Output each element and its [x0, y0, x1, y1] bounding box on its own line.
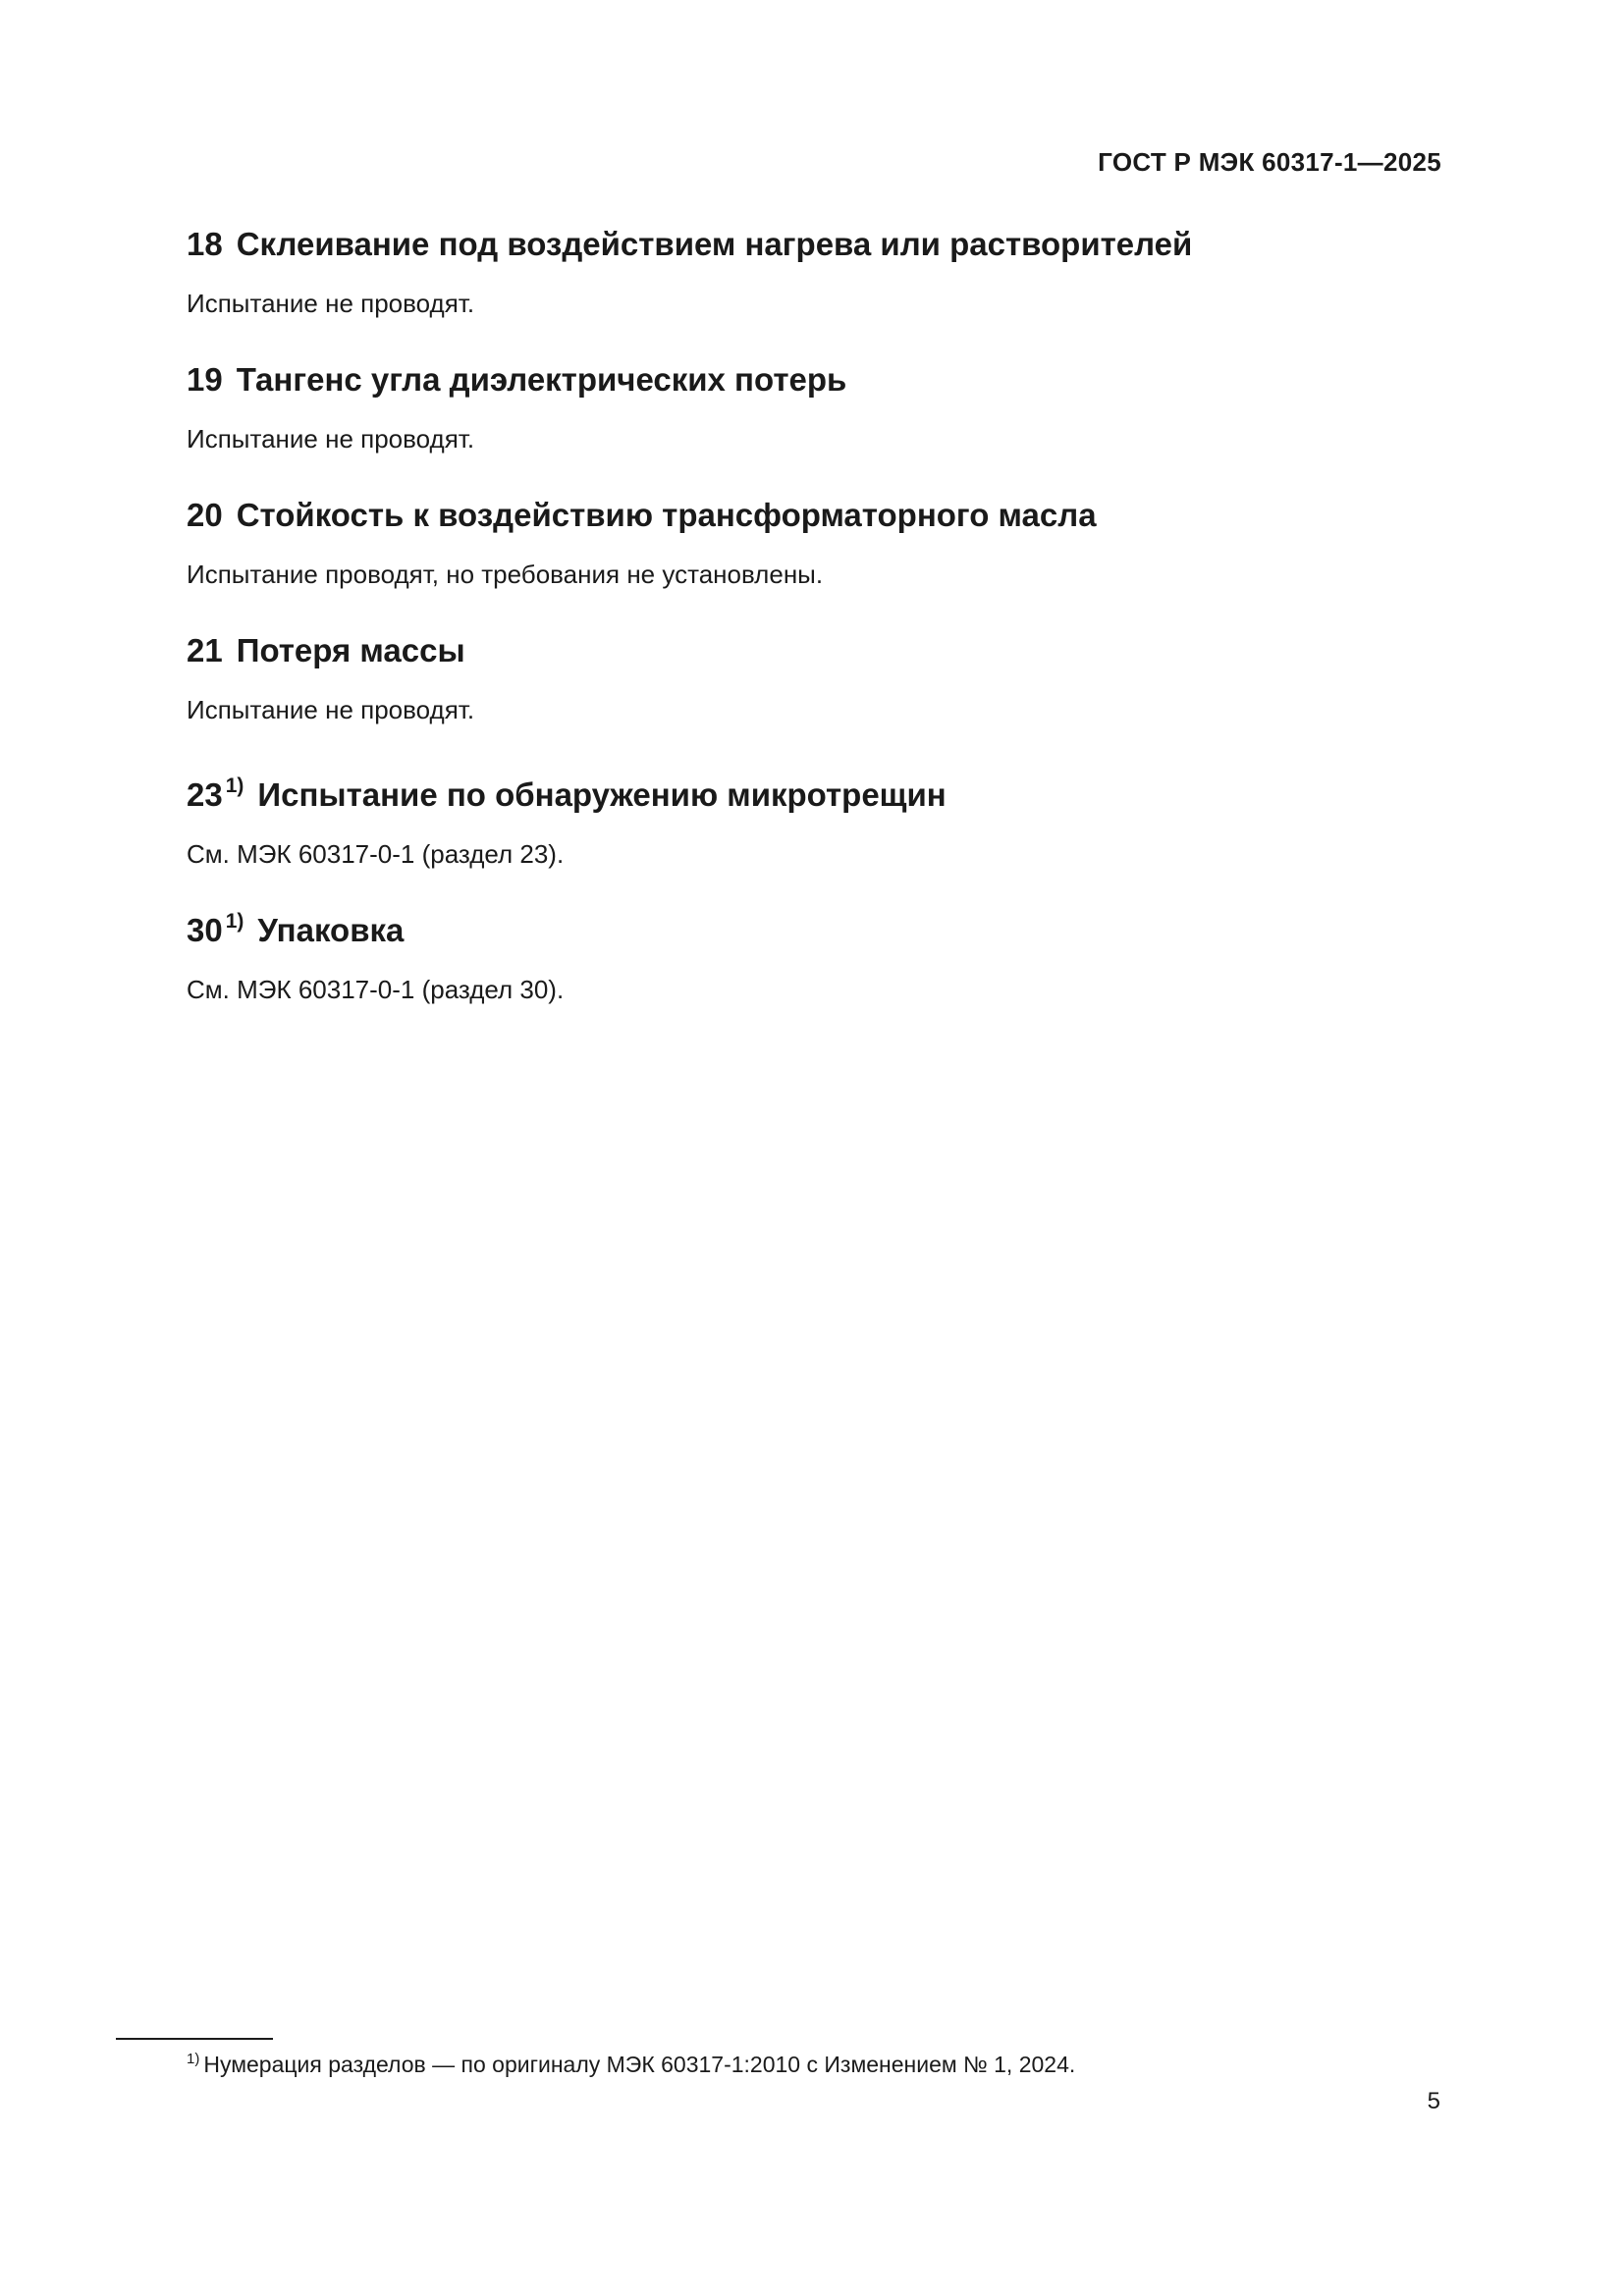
section-text: Испытание проводят, но требования не установлены.: [187, 560, 824, 589]
section-text: См. МЭК 60317-0-1 (раздел 30).: [187, 975, 565, 1004]
section-30: [187, 902, 1443, 1005]
section-number: 30 $^{1)}$: [187, 910, 244, 948]
footnote-reference: 1): [225, 910, 244, 933]
footnote-separator: [116, 2038, 273, 2040]
section-21: [187, 631, 1443, 725]
section-title: Испытание по обнаружению микротрещин: [257, 776, 947, 813]
section-heading: [187, 767, 1443, 815]
section-title: Потеря массы: [236, 632, 465, 668]
section-heading: [187, 902, 1443, 950]
section-heading: [187, 225, 1443, 264]
section-heading: [187, 631, 1443, 670]
footnote-text: Нумерация разделов — по оригиналу МЭК 60317-1:2010 с Изменением № 1, 2024.: [203, 2052, 1076, 2077]
section-text: Испытание не проводят.: [187, 695, 475, 724]
section-18: [187, 225, 1443, 319]
section-text: Испытание не проводят.: [187, 289, 475, 318]
section-19: [187, 360, 1443, 454]
page-number: 5: [1427, 2088, 1440, 2114]
section-number: 23 $^{1)}$: [187, 774, 244, 813]
section-title: Упаковка: [257, 912, 405, 948]
section-23: [187, 767, 1443, 870]
footnote-mark: 1): [187, 2051, 200, 2067]
section-number: 19: [187, 361, 223, 398]
section-title: Стойкость к воздействию трансформаторного масла: [236, 497, 1097, 533]
section-title: Тангенс угла диэлектрических потерь: [236, 361, 847, 398]
section-text: См. МЭК 60317-0-1 (раздел 23).: [187, 839, 565, 869]
section-title: Склеивание под воздействием нагрева или растворителей: [236, 226, 1193, 262]
section-20: [187, 496, 1443, 590]
footnote-reference: 1): [225, 774, 244, 797]
section-heading: [187, 496, 1443, 535]
document-code: ГОСТ Р МЭК 60317-1—2025: [1098, 147, 1441, 177]
section-number: 21: [187, 632, 223, 668]
section-number: 20: [187, 497, 223, 533]
section-heading: [187, 360, 1443, 400]
footnote: [187, 2045, 1075, 2079]
section-number: 18: [187, 226, 223, 262]
section-text: Испытание не проводят.: [187, 424, 475, 454]
